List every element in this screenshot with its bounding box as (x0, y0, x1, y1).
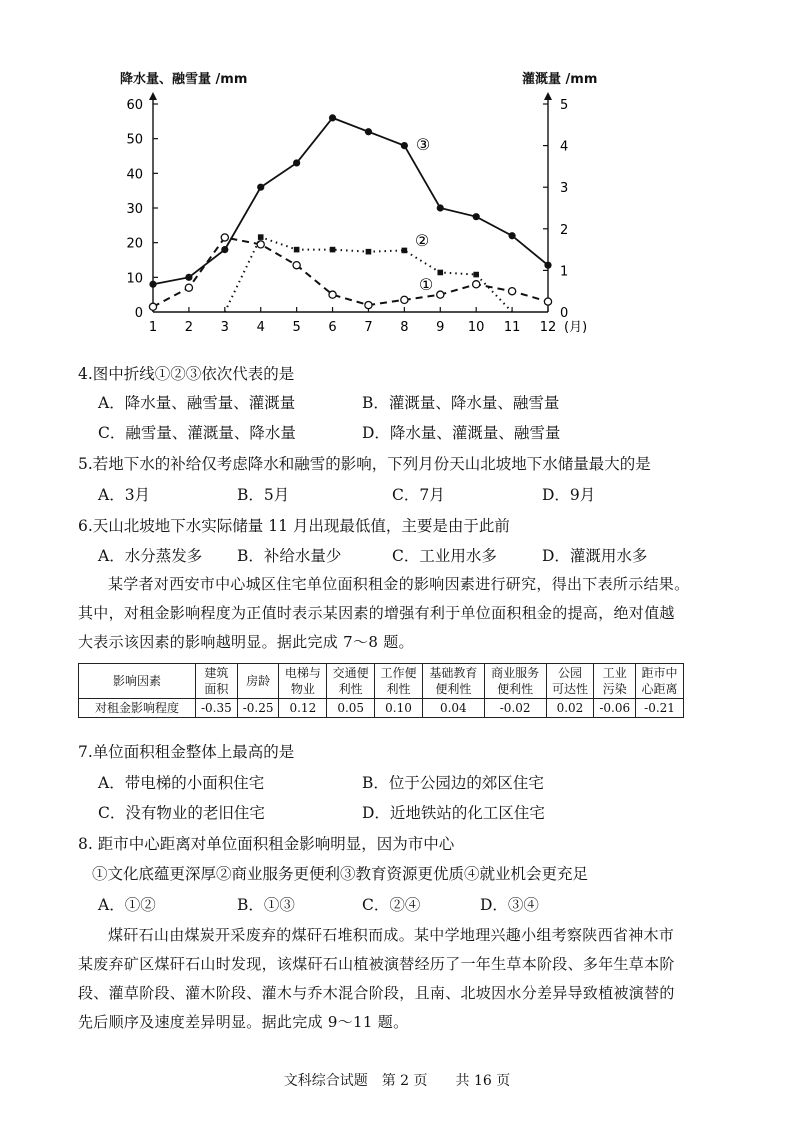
q7-option-c[interactable]: C．没有物业的老旧住宅 (98, 804, 265, 822)
left-axis-title: 降水量、融雪量 /mm (120, 72, 248, 87)
header-text: 工业 (602, 666, 627, 680)
q4-option-b[interactable]: B．灌溉量、降水量、融雪量 (362, 394, 560, 412)
q5-option-b[interactable]: B．5月 (237, 486, 290, 504)
data-point (293, 159, 300, 166)
x-unit-label: (月) (564, 320, 588, 335)
q8-option-a[interactable]: A．①② (98, 896, 156, 914)
q6-option-a[interactable]: A．水分蒸发多 (98, 547, 203, 565)
q7-option-a[interactable]: A．带电梯的小面积住宅 (98, 774, 265, 792)
x-tick-label: 7 (364, 320, 373, 335)
header-text: 利性 (338, 682, 363, 696)
table-header-cell (327, 664, 375, 699)
table-cell: 0.05 (327, 699, 375, 718)
table-header-cell (636, 664, 684, 699)
data-point (473, 272, 479, 278)
left-tick-label: 40 (126, 167, 143, 183)
x-tick-label: 9 (436, 320, 445, 335)
table-cell: 0.04 (422, 699, 484, 718)
data-point (149, 281, 156, 288)
header-text: 可达性 (551, 682, 588, 696)
header-text: 心距离 (641, 682, 678, 696)
table-header-cell (422, 664, 484, 699)
table-header-cell (546, 664, 594, 699)
passage-line: 大表示该因素的影响越明显。据此完成 7～8 题。 (78, 633, 414, 651)
q4-option-a[interactable]: A．降水量、融雪量、灌溉量 (98, 394, 296, 412)
q8-option-d[interactable]: D．③④ (480, 896, 539, 914)
q8-option-b[interactable]: B．①③ (237, 896, 295, 914)
data-point (185, 284, 192, 291)
q4-option-d[interactable]: D．降水量、灌溉量、融雪量 (362, 424, 561, 442)
passage-line: 煤矸石山由煤炭开采废弃的煤矸石堆积而成。某中学地理兴趣小组考察陕西省神木市 (108, 926, 675, 944)
table-cell: -0.25 (237, 699, 279, 718)
data-point (473, 281, 480, 288)
table-header-cell (237, 664, 279, 699)
table-header-cell (375, 664, 423, 699)
data-point (329, 291, 336, 298)
x-tick-label: 8 (400, 320, 409, 335)
q6-option-d[interactable]: D．灌溉用水多 (542, 547, 648, 565)
right-tick-label: 4 (560, 139, 569, 155)
x-tick-label: 10 (467, 320, 485, 335)
left-tick-label: 10 (126, 271, 143, 287)
data-point (401, 142, 408, 149)
q5-stem: 5.若地下水的补给仅考虑降水和融雪的影响，下列月份天山北坡地下水储量最大的是 (78, 455, 651, 473)
right-tick-label: 2 (560, 222, 569, 238)
x-tick-label: 3 (220, 320, 229, 335)
data-point (149, 303, 156, 310)
header-text: 建筑 (204, 666, 229, 680)
passage-line: 其中，对租金影响程度为正值时表示某因素的增强有利于单位面积租金的提高，绝对值越 (78, 604, 675, 622)
header-text: 面积 (204, 682, 229, 696)
table-header-cell (484, 664, 546, 699)
header-text: 商业服务 (491, 666, 540, 680)
q6-option-c[interactable]: C．工业用水多 (392, 547, 497, 565)
q4-stem: 4.图中折线①②③依次代表的是 (78, 365, 295, 383)
header-text: 工作便 (380, 666, 417, 680)
table-cell: 0.10 (375, 699, 423, 718)
table-header-cell (196, 664, 238, 699)
header-text: 交通便 (332, 666, 369, 680)
q5-option-d[interactable]: D．9月 (542, 486, 596, 504)
q8-stem: 8. 距市中心距离对单位面积租金影响明显，因为市中心 (78, 835, 455, 853)
right-tick-label: 5 (560, 98, 569, 113)
header-text: 基础教育 (429, 666, 478, 680)
passage-line: 先后顺序及速度差异明显。据此完成 9～11 题。 (78, 1013, 409, 1031)
rent-factor-table (78, 663, 684, 718)
right-tick-label: 3 (560, 181, 569, 197)
table-row (79, 699, 684, 718)
header-text: 便利性 (497, 682, 534, 696)
left-tick-label: 20 (126, 236, 143, 252)
x-tick-label: 4 (256, 320, 265, 335)
right-tick-label: 0 (560, 306, 569, 321)
header-text: 房龄 (246, 674, 271, 688)
right-axis-title: 灌溉量 /mm (522, 72, 598, 87)
table-row-label: 对租金影响程度 (79, 699, 196, 718)
q4-option-c[interactable]: C．融雪量、灌溉量、降水量 (98, 424, 296, 442)
data-point (437, 270, 443, 276)
q7-stem: 7.单位面积租金整体上最高的是 (78, 743, 295, 761)
data-point (293, 262, 300, 269)
passage-line: 某学者对西安市中心城区住宅单位面积租金的影响因素进行研究，得出下表所示结果。 (108, 575, 690, 593)
data-point (221, 234, 228, 241)
data-point (365, 301, 372, 308)
data-point (258, 234, 264, 240)
data-point (544, 298, 551, 305)
table-header-cell (279, 664, 327, 699)
series-line-1 (153, 237, 548, 306)
x-tick-label: 2 (184, 320, 194, 335)
series-marker-2: ② (414, 231, 430, 250)
data-point (366, 249, 372, 255)
passage-7-8 (78, 570, 718, 657)
left-tick-label: 50 (126, 132, 143, 148)
table-header-cell: 影响因素 (79, 664, 196, 699)
data-point (437, 291, 444, 298)
x-tick-label: 12 (539, 320, 557, 335)
passage-line: 某废弃矿区煤矸石山时发现，该煤矸石山植被演替经历了一年生草本阶段、多年生草本阶 (78, 955, 675, 973)
data-point (508, 288, 515, 295)
header-text: 物业 (290, 682, 315, 696)
x-tick-label: 11 (503, 320, 521, 335)
table-cell: -0.21 (636, 699, 684, 718)
q7-option-b[interactable]: B．位于公园边的郊区住宅 (362, 774, 544, 792)
x-tick-label: 1 (148, 320, 158, 335)
q5-option-c[interactable]: C．7月 (392, 486, 445, 504)
series-line-3 (153, 118, 548, 284)
data-point (508, 232, 515, 239)
data-point (401, 296, 408, 303)
q6-option-b[interactable]: B．补给水量少 (237, 547, 342, 565)
data-point (365, 128, 372, 135)
left-tick-label: 60 (126, 98, 143, 113)
data-point (329, 114, 336, 121)
data-point (544, 262, 551, 269)
header-text: 污染 (602, 682, 627, 696)
header-text: 距市中 (641, 666, 678, 680)
data-point (257, 184, 264, 191)
header-text: 电梯与 (284, 666, 321, 680)
data-point (473, 213, 480, 220)
table-cell: -0.35 (196, 699, 238, 718)
q5-option-a[interactable]: A．3月 (98, 486, 151, 504)
header-text: 便利性 (435, 682, 472, 696)
table-cell: -0.02 (484, 699, 546, 718)
left-tick-label: 30 (126, 202, 143, 217)
table-header-cell (594, 664, 636, 699)
passage-9-11 (78, 921, 718, 1037)
series-marker-3: ③ (415, 135, 431, 154)
data-point (221, 246, 228, 253)
data-point (402, 248, 408, 254)
table-cell: 0.02 (546, 699, 594, 718)
header-text: 公园 (557, 666, 582, 680)
page-footer: 文科综合试题 第 2 页 共 16 页 (283, 1073, 511, 1089)
left-tick-label: 0 (134, 306, 143, 321)
right-tick-label: 1 (560, 264, 569, 280)
right-axis-arrow (544, 92, 552, 100)
table-cell: -0.06 (594, 699, 636, 718)
data-point (437, 204, 444, 211)
q6-stem: 6.天山北坡地下水实际储量 11 月出现最低值，主要是由于此前 (78, 517, 510, 535)
series-marker-1: ① (418, 275, 434, 294)
header-text: 利性 (386, 682, 411, 696)
q7-option-d[interactable]: D．近地铁站的化工区住宅 (362, 804, 545, 822)
table-row (79, 664, 684, 699)
data-point (294, 247, 300, 253)
q8-option-c[interactable]: C．②④ (362, 896, 421, 914)
data-point (330, 247, 336, 253)
x-tick-label: 6 (328, 320, 337, 335)
left-axis-arrow (149, 92, 157, 100)
table-cell: 0.12 (279, 699, 327, 718)
passage-line: 段、灌草阶段、灌木阶段、灌木与乔木混合阶段，且南、北坡因水分差异导致植被演替的 (78, 984, 675, 1002)
q8-sub-statements: ①文化底蕴更深厚②商业服务更便利③教育资源更优质④就业机会更充足 (92, 865, 589, 883)
line-chart (0, 0, 794, 340)
data-point (185, 274, 192, 281)
x-tick-label: 5 (292, 320, 301, 335)
